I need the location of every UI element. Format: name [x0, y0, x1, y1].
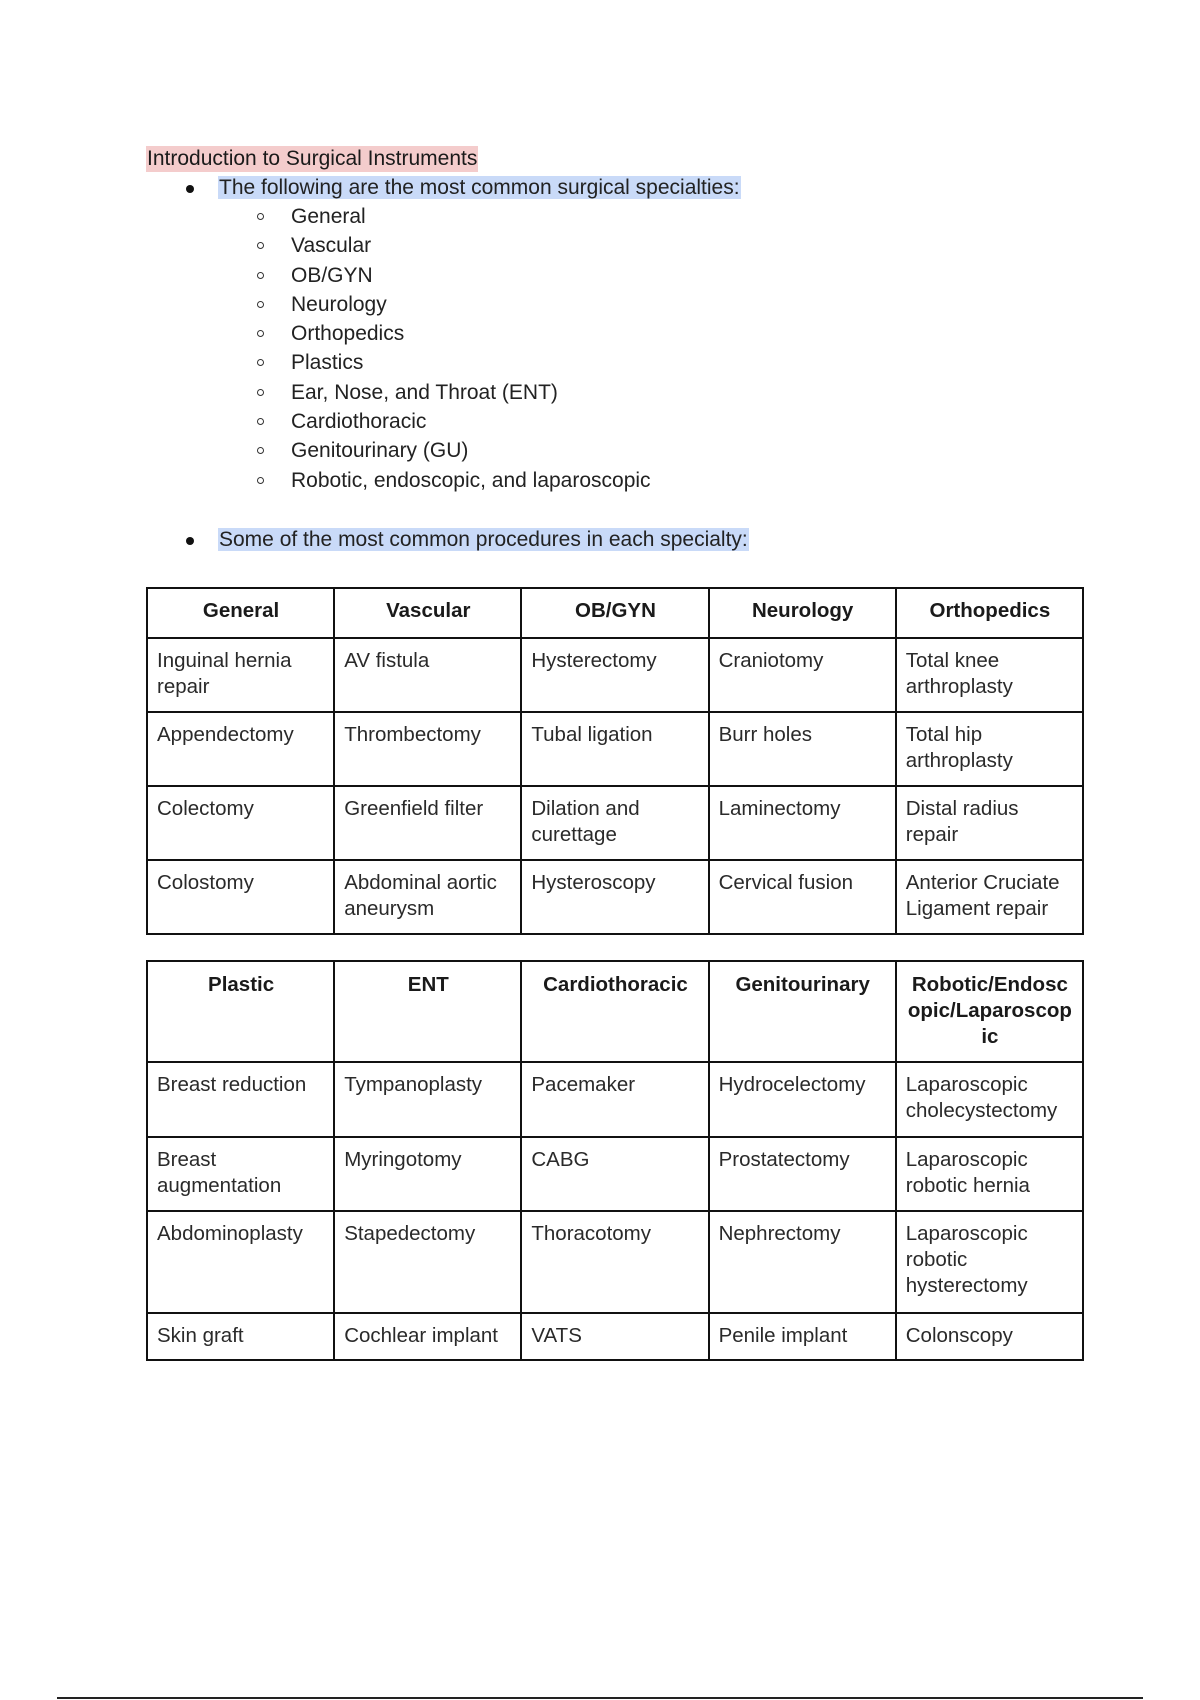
table-cell: Hysteroscopy: [521, 860, 708, 934]
column-header: Vascular: [334, 588, 521, 638]
table-cell: Craniotomy: [709, 638, 896, 712]
column-header: Orthopedics: [896, 588, 1083, 638]
procedures-table-2: [146, 960, 1084, 1361]
hollow-circle-icon: [257, 359, 264, 366]
table-cell: Tympanoplasty: [334, 1062, 521, 1137]
table-cell: Cervical fusion: [709, 860, 896, 934]
table-cell: Dilation and curettage: [521, 786, 708, 860]
table-cell: Distal radius repair: [896, 786, 1083, 860]
table-header-row: [147, 588, 1083, 638]
bullet-dot-icon: [186, 185, 194, 193]
table-row: [147, 1211, 1083, 1313]
hollow-circle-icon: [257, 213, 264, 220]
column-header: OB/GYN: [521, 588, 708, 638]
table-row: [147, 712, 1083, 786]
table-cell: Inguinal hernia repair: [147, 638, 334, 712]
table-cell: Colectomy: [147, 786, 334, 860]
procedures-intro-text: Some of the most common procedures in each specialty:: [219, 528, 748, 551]
table-row: [147, 638, 1083, 712]
table-cell: Greenfield filter: [334, 786, 521, 860]
title-text: Introduction to Surgical Instruments: [147, 147, 478, 170]
table-cell: Laparoscopic robotic hernia: [896, 1137, 1083, 1211]
table-header-row: [147, 961, 1083, 1062]
list-item: Robotic, endoscopic, and laparoscopic: [255, 466, 651, 495]
list-item: Vascular: [255, 231, 651, 260]
column-header: Robotic/Endoscopic/Laparoscopic: [896, 961, 1083, 1062]
table-cell: Breast reduction: [147, 1062, 334, 1137]
table-cell: Colonscopy: [896, 1313, 1083, 1360]
table-cell: Total knee arthroplasty: [896, 638, 1083, 712]
table-cell: Skin graft: [147, 1313, 334, 1360]
table-cell: Abdominoplasty: [147, 1211, 334, 1313]
table-cell: Hydrocelectomy: [709, 1062, 896, 1137]
list-item: Ear, Nose, and Throat (ENT): [255, 378, 651, 407]
document-title: [146, 146, 478, 172]
list-item: Orthopedics: [255, 319, 651, 348]
list-item: OB/GYN: [255, 261, 651, 290]
hollow-circle-icon: [257, 242, 264, 249]
table-cell: Appendectomy: [147, 712, 334, 786]
table-row: [147, 1313, 1083, 1360]
procedures-bullet: [176, 526, 749, 554]
hollow-circle-icon: [257, 330, 264, 337]
table-cell: Thrombectomy: [334, 712, 521, 786]
table-cell: Penile implant: [709, 1313, 896, 1360]
table-cell: Tubal ligation: [521, 712, 708, 786]
list-item: Plastics: [255, 348, 651, 377]
hollow-circle-icon: [257, 477, 264, 484]
hollow-circle-icon: [257, 272, 264, 279]
table-cell: Breast augmentation: [147, 1137, 334, 1211]
table-cell: Colostomy: [147, 860, 334, 934]
table-cell: Laparoscopic cholecystectomy: [896, 1062, 1083, 1137]
table-cell: Anterior Cruciate Ligament repair: [896, 860, 1083, 934]
column-header: ENT: [334, 961, 521, 1062]
specialties-list: [255, 202, 651, 495]
column-header: Neurology: [709, 588, 896, 638]
table-cell: VATS: [521, 1313, 708, 1360]
hollow-circle-icon: [257, 301, 264, 308]
table-row: [147, 860, 1083, 934]
table-cell: Hysterectomy: [521, 638, 708, 712]
list-item: General: [255, 202, 651, 231]
table-cell: Pacemaker: [521, 1062, 708, 1137]
list-item: Neurology: [255, 290, 651, 319]
procedures-table-1: [146, 587, 1084, 935]
column-header: General: [147, 588, 334, 638]
list-item: Cardiothoracic: [255, 407, 651, 436]
table-cell: Laminectomy: [709, 786, 896, 860]
table-cell: Burr holes: [709, 712, 896, 786]
specialties-bullet: [176, 174, 741, 202]
table-cell: Laparoscopic robotic hysterectomy: [896, 1211, 1083, 1313]
table-cell: Nephrectomy: [709, 1211, 896, 1313]
table-cell: Prostatectomy: [709, 1137, 896, 1211]
specialties-intro-text: The following are the most common surgical specialties:: [219, 176, 740, 199]
table-cell: Myringotomy: [334, 1137, 521, 1211]
table-row: [147, 1062, 1083, 1137]
table-row: [147, 1137, 1083, 1211]
hollow-circle-icon: [257, 418, 264, 425]
table-cell: Abdominal aortic aneurysm: [334, 860, 521, 934]
list-item: Genitourinary (GU): [255, 436, 651, 465]
column-header: Cardiothoracic: [521, 961, 708, 1062]
table-cell: AV fistula: [334, 638, 521, 712]
column-header: Genitourinary: [709, 961, 896, 1062]
table-cell: Total hip arthroplasty: [896, 712, 1083, 786]
table-cell: Cochlear implant: [334, 1313, 521, 1360]
table-cell: Thoracotomy: [521, 1211, 708, 1313]
hollow-circle-icon: [257, 389, 264, 396]
table-cell: Stapedectomy: [334, 1211, 521, 1313]
table-row: [147, 786, 1083, 860]
bullet-dot-icon: [186, 537, 194, 545]
column-header: Plastic: [147, 961, 334, 1062]
table-cell: CABG: [521, 1137, 708, 1211]
hollow-circle-icon: [257, 447, 264, 454]
page-bottom-divider: [57, 1697, 1143, 1699]
